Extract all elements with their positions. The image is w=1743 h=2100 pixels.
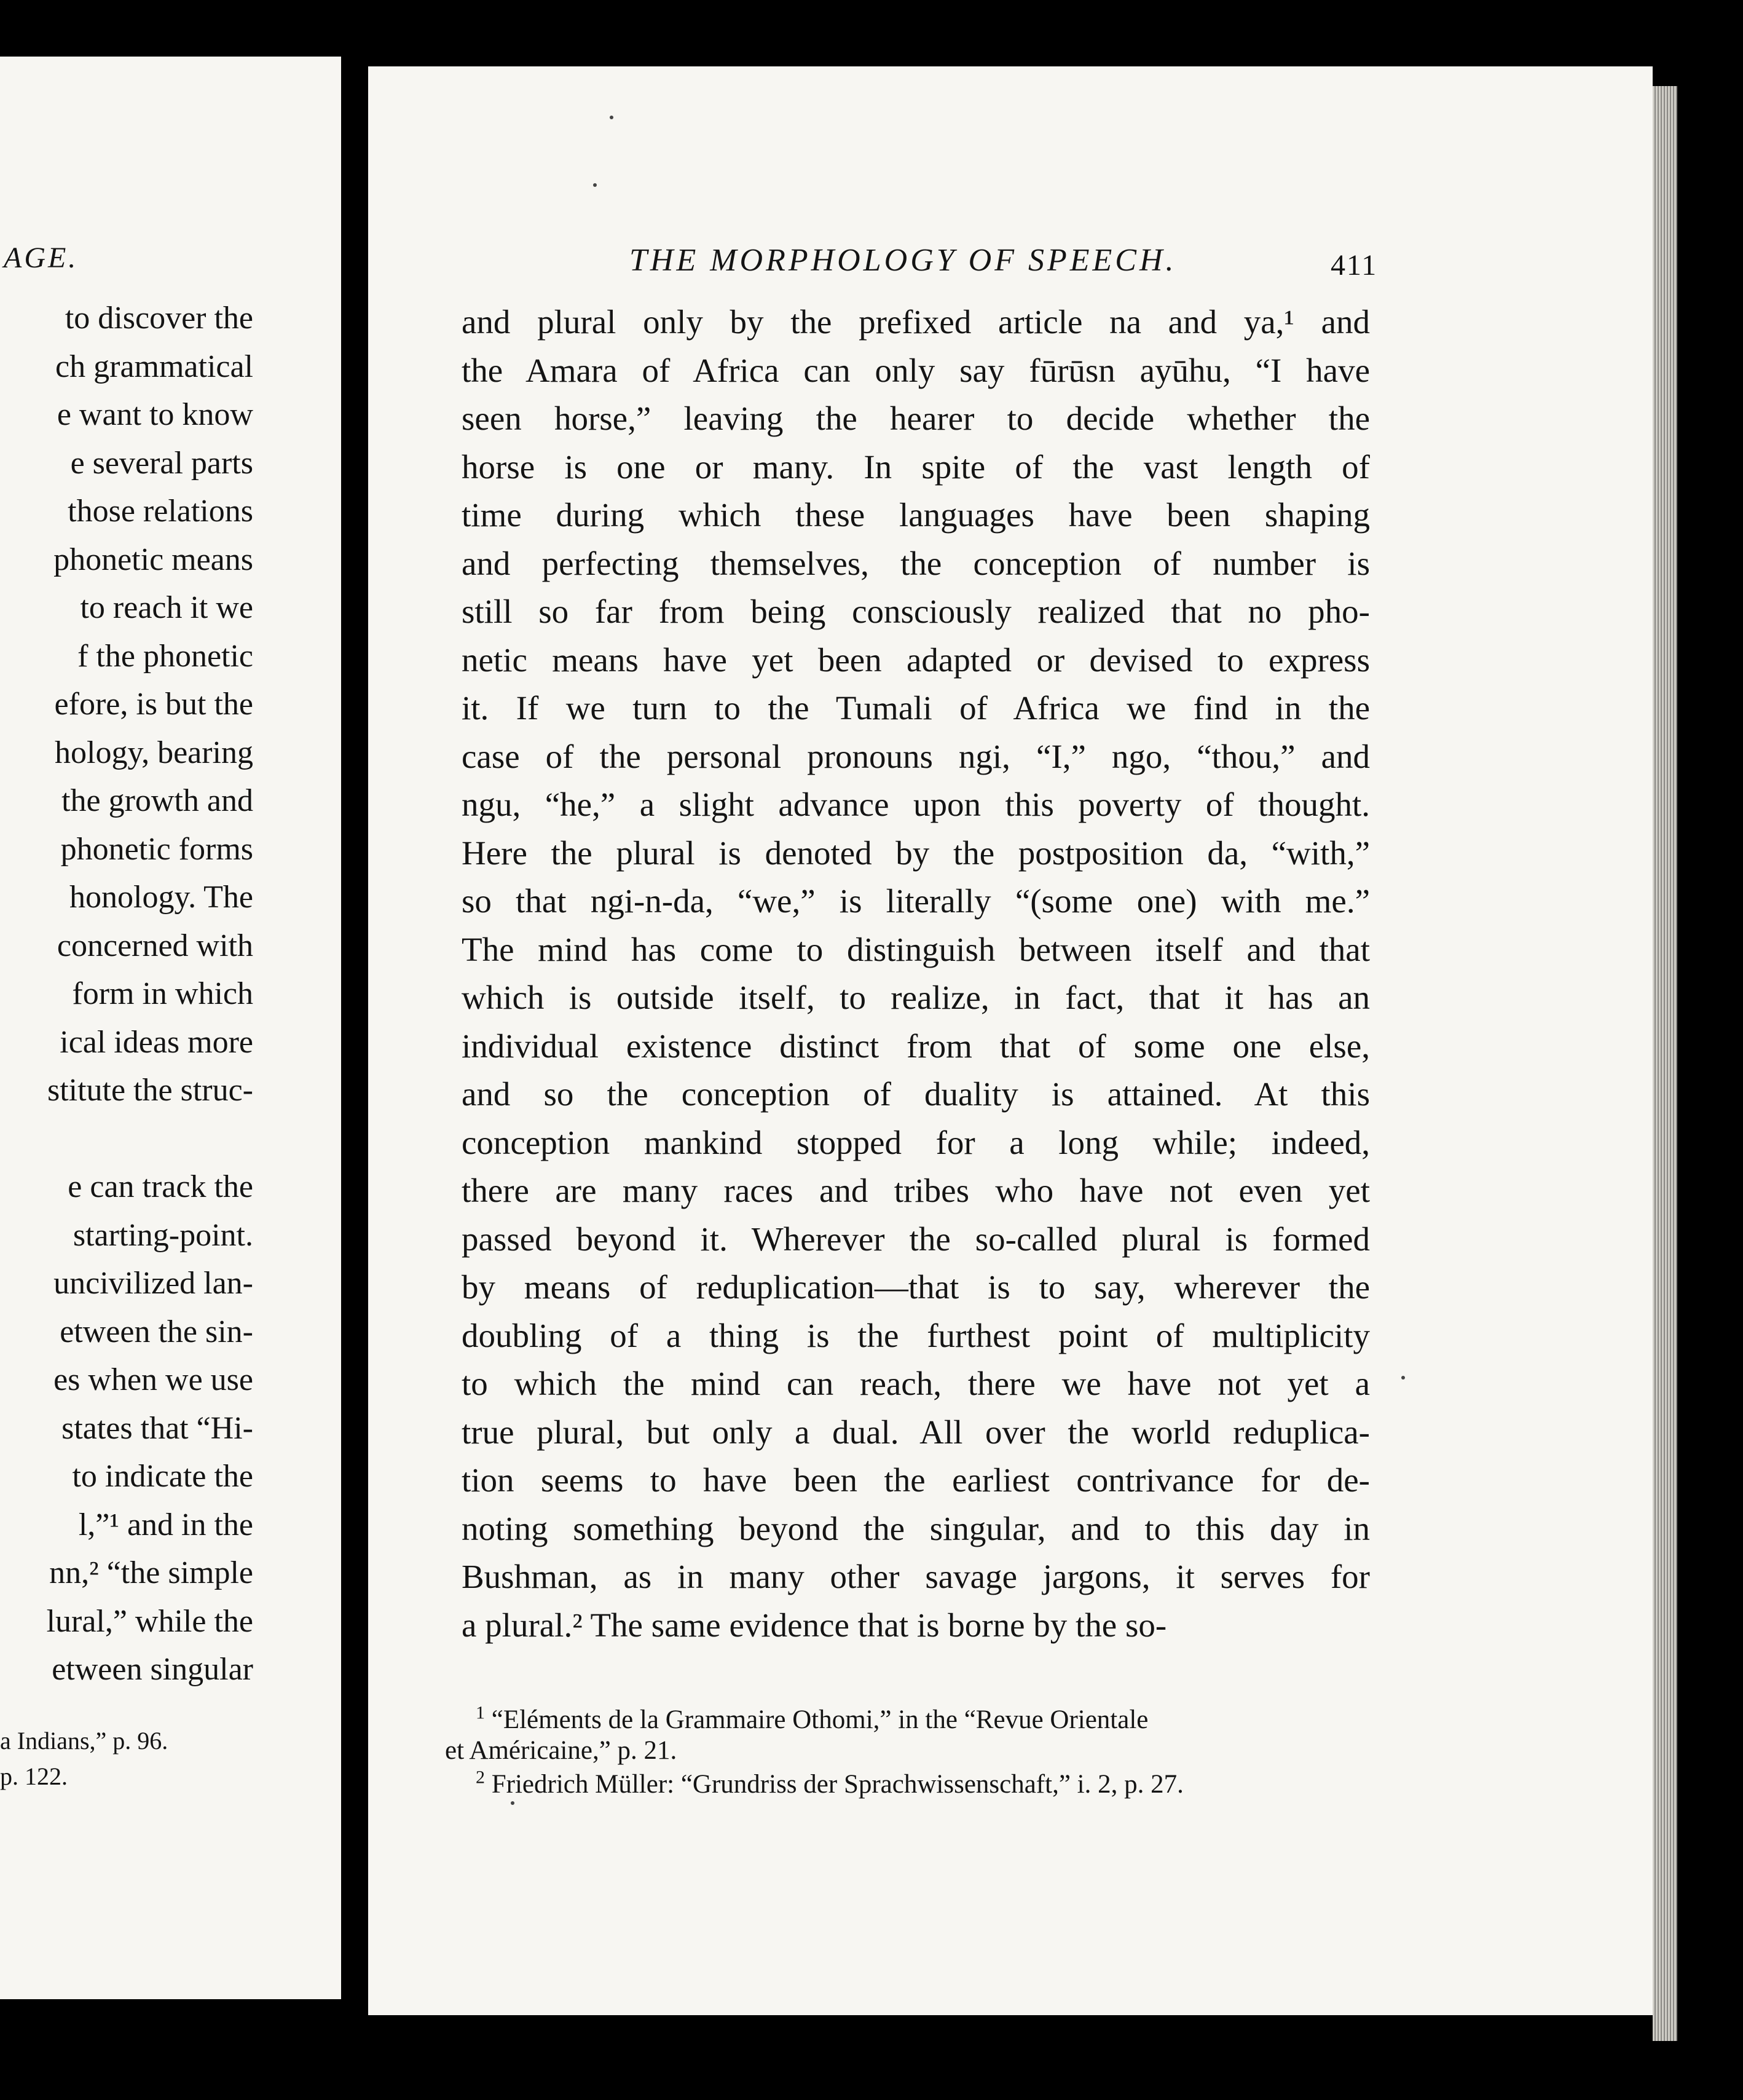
print-speck: [610, 116, 613, 119]
left-body-line: form in which: [72, 976, 253, 1011]
body-line: by means of reduplication—that is to say, wherever the: [462, 1268, 1370, 1306]
left-body-line: uncivilized lan-: [53, 1266, 253, 1301]
body-line: individual existence distinct from that of some one else,: [462, 1027, 1370, 1065]
left-body-line: etween singular: [52, 1652, 253, 1687]
left-body-line: es when we use: [53, 1362, 253, 1397]
body-line: still so far from being consciously realized that no pho-: [462, 593, 1370, 630]
right-page: [368, 66, 1653, 2015]
footnote-text: Friedrich Müller: “Grundriss der Sprachwissenschaft,” i. 2, p. 27.: [491, 1770, 1184, 1799]
book-gutter: [341, 57, 368, 1999]
print-speck: [593, 183, 597, 187]
print-speck: [511, 1801, 514, 1805]
body-line: true plural, but only a dual. All over the world reduplica-: [462, 1413, 1370, 1451]
body-line: a plural.² The same evidence that is borne by the so-: [462, 1606, 1167, 1644]
body-line: Here the plural is denoted by the postposition da, “with,”: [462, 834, 1370, 872]
left-page-fragment: [0, 57, 341, 1999]
body-line: it. If we turn to the Tumali of Africa we find in the: [462, 689, 1370, 727]
left-body-line: concerned with: [57, 928, 253, 963]
body-line: to which the mind can reach, there we have not yet a: [462, 1365, 1370, 1402]
footnote-text: “Eléments de la Grammaire Othomi,” in the “Revue Orientale: [491, 1705, 1149, 1734]
footnote-marker: 1: [476, 1702, 485, 1723]
left-running-head: AGE.: [4, 242, 79, 274]
body-line: the Amara of Africa can only say fūrūsn ayūhu, “I have: [462, 351, 1370, 389]
footnote: [445, 1735, 677, 1766]
left-body-line: etween the sin-: [60, 1314, 253, 1349]
left-body-line: e can track the: [68, 1169, 253, 1204]
print-speck: [1401, 1376, 1405, 1380]
body-line: case of the personal pronouns ngi, “I,” ngo, “thou,” and: [462, 737, 1370, 775]
left-body-line: starting-point.: [73, 1217, 253, 1253]
left-body-line: the growth and: [61, 783, 253, 818]
left-body-line: ch grammatical: [55, 349, 253, 384]
body-line: seen horse,” leaving the hearer to decide whether the: [462, 400, 1370, 437]
body-line: The mind has come to distinguish between itself and that: [462, 930, 1370, 968]
left-body-line: e several parts: [70, 445, 253, 481]
body-line: so that ngi-n-da, “we,” is literally “(some one) with me.”: [462, 882, 1370, 920]
body-line: Bushman, as in many other savage jargons, it serves for: [462, 1558, 1370, 1595]
left-body-line: efore, is but the: [54, 687, 253, 722]
running-head: THE MORPHOLOGY OF SPEECH.: [629, 243, 1177, 278]
left-body-line: to indicate the: [72, 1459, 253, 1494]
left-body-line: l,”¹ and in the: [78, 1507, 253, 1542]
left-body-line: those relations: [68, 494, 253, 529]
left-body-line: to reach it we: [80, 590, 253, 625]
body-line: and perfecting themselves, the conception of number is: [462, 544, 1370, 582]
left-body-line: f the phonetic: [77, 638, 253, 674]
footnote: [476, 1769, 1184, 1800]
body-line: noting something beyond the singular, and to this day in: [462, 1509, 1370, 1547]
left-body-line: honology. The: [69, 880, 253, 915]
footnote: [476, 1702, 1149, 1735]
body-line: netic means have yet been adapted or devised to express: [462, 641, 1370, 679]
left-footnote: a Indians,” p. 96.: [0, 1727, 168, 1755]
body-line: time during which these languages have been shaping: [462, 496, 1370, 534]
left-body-line: ical ideas more: [60, 1024, 253, 1060]
left-body-line: hology, bearing: [55, 735, 253, 770]
body-line: ngu, “he,” a slight advance upon this poverty of thought.: [462, 786, 1370, 823]
left-body-line: states that “Hi-: [61, 1410, 253, 1446]
body-line: passed beyond it. Wherever the so-called plural is formed: [462, 1220, 1370, 1258]
left-body-line: stitute the struc-: [47, 1073, 253, 1108]
body-line: tion seems to have been the earliest contrivance for de-: [462, 1461, 1370, 1499]
body-line: and plural only by the prefixed article na and ya,¹ and: [462, 303, 1370, 341]
footnote-text: et Américaine,” p. 21.: [445, 1736, 677, 1765]
footnote-marker: 2: [476, 1767, 485, 1788]
left-footnote: p. 122.: [0, 1762, 68, 1790]
body-line: and so the conception of duality is attained. At this: [462, 1075, 1370, 1113]
page-edge: [1653, 86, 1677, 2041]
left-body-line: phonetic forms: [60, 831, 253, 867]
body-line: there are many races and tribes who have not even yet: [462, 1172, 1370, 1209]
left-body-line: e want to know: [57, 397, 253, 432]
body-line: conception mankind stopped for a long while; indeed,: [462, 1123, 1370, 1161]
page-number: 411: [1331, 249, 1378, 282]
left-body-line: phonetic means: [53, 542, 253, 577]
left-body-line: lural,” while the: [46, 1603, 253, 1639]
body-line: doubling of a thing is the furthest point of multiplicity: [462, 1316, 1370, 1354]
body-line: which is outside itself, to realize, in fact, that it has an: [462, 979, 1370, 1016]
body-line: horse is one or many. In spite of the vast length of: [462, 448, 1370, 486]
left-body-line: to discover the: [65, 301, 253, 336]
left-body-line: nn,² “the simple: [49, 1555, 253, 1590]
